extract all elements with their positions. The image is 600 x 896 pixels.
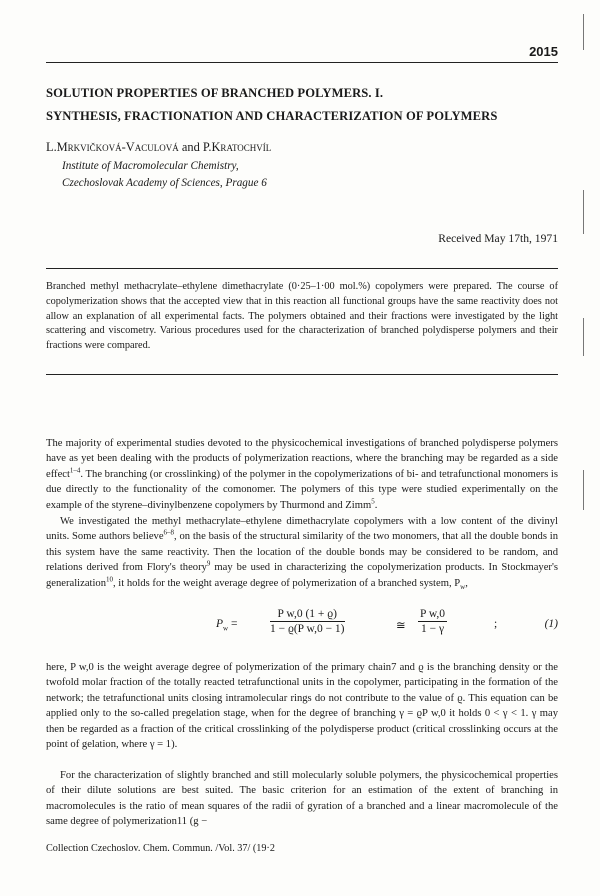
paragraph-1 — [46, 436, 558, 513]
reference-marker: 9 — [206, 559, 211, 568]
eq-symbol-p: P — [216, 618, 224, 630]
para1-text-b: . The branching (or crosslinking) of the polymer in the copolymerizations of bi- and tetrafunctional monomers is due directly to the functionality of the comonomer. The polymers of this type were studied experimentally on the example of the styrene–divinylbenzene copolymers by Thurmond and Zimm — [46, 468, 558, 511]
paragraph-2 — [46, 514, 558, 591]
equals-sign: = — [230, 618, 238, 630]
para2-text-a: We investigated the methyl methacrylate–ethylene dimethacrylate copolymers with a low content of the divinyl units. Some authors believe — [46, 516, 558, 543]
authors — [46, 140, 271, 155]
author-2: P.Kratochvíl — [202, 140, 272, 154]
reference-marker: 6–8 — [163, 528, 175, 537]
subscript: w — [223, 624, 229, 633]
abstract-top-rule — [46, 268, 558, 269]
fraction-1-denominator: 1 − ϱ(P w,0 − 1) — [270, 623, 345, 635]
reference-marker: 5 — [371, 497, 375, 506]
scan-edge-mark — [583, 318, 584, 356]
received-date: Received May 17th, 1971 — [438, 232, 558, 245]
subscript: w — [460, 582, 466, 591]
abstract: Branched methyl methacrylate–ethylene dimethacrylate (0·25–1·00 mol.%) copolymers were prepared. The course of copolymerization shows that the accepted view that in this reaction all functional groups have the same reactivity does not allow an explanation of all experimental facts. The polymers obtained and their fractions were investigated by the light scattering and viscometry. Various procedures used for the characterization of branched polydisperse polymers and their fractions were compared. — [46, 281, 558, 352]
para2-text-c: may be used in characterizing the copolymerization products. In Stockmayer's generalization — [46, 562, 558, 589]
paragraph-4: For the characterization of slightly branched and still molecularly soluble polymers, the physicochemical properties of their dilute solutions are best suited. The basic criterion for an estimation of the extent of branching in macromolecules is the ratio of mean squares of the radii of gyration of a branched and a linear macromolecule of the same degree of polymerization11 (g − — [46, 770, 558, 828]
page-number: 2015 — [529, 44, 558, 59]
fraction-2-denominator: 1 − γ — [420, 623, 445, 635]
fraction-2-numerator: P w,0 — [420, 608, 446, 620]
approx-sign: ≅ — [396, 620, 406, 632]
para1-text-a: The majority of experimental studies devoted to the physicochemical investigations of branched polydisperse polymers have as yet been dealing with the products of polymerization reactions, where the branching may be regarded as a side effect — [46, 438, 558, 480]
fraction-1-numerator: P w,0 (1 + ϱ) — [270, 608, 345, 622]
header-rule — [46, 62, 558, 63]
semicolon: ; — [494, 618, 498, 630]
journal-footer: Collection Czechoslov. Chem. Commun. /Vol. 37/ (19·2 — [46, 843, 275, 854]
scan-edge-mark — [583, 470, 584, 510]
title-line-1: SOLUTION PROPERTIES OF BRANCHED POLYMERS. I. — [46, 86, 384, 100]
authors-and: and — [181, 140, 200, 154]
paragraph-3: here, P w,0 is the weight average degree of polymerization of the primary chain7 and ϱ is the branching density or the twofold molar fraction of the totally reacted tetrafunctional units in the copolymer, participating in the formation of the network; the tetrafunctional units closing intramolecular rings do not contribute to the value of ϱ. This equation can be applied only to the so-called pregelation stage, when for the degree of branching γ = ϱP w,0 it holds 0 < γ < 1. γ may then be regarded as a fraction of the critical crosslinking of the polydisperse product (critical crosslinking occurs at the point of gelation, where γ = 1). — [46, 662, 558, 751]
affiliation-line-2: Czechoslovak Academy of Sciences, Prague 6 — [62, 177, 267, 189]
fraction-2 — [418, 608, 447, 635]
affiliation-line-1: Institute of Macromolecular Chemistry, — [62, 160, 239, 172]
abstract-bottom-rule — [46, 374, 558, 375]
scan-edge-mark — [583, 14, 584, 50]
title-line-2: SYNTHESIS, FRACTIONATION AND CHARACTERIZATION OF POLYMERS — [46, 109, 498, 123]
reference-marker: 10 — [106, 575, 113, 584]
fraction-1 — [270, 608, 345, 635]
para1-text-c: . — [374, 499, 378, 511]
equation-1 — [46, 606, 558, 650]
scan-edge-mark — [583, 190, 584, 234]
reference-marker: 1–4 — [69, 466, 81, 475]
para2-text-b: , on the basis of the structural similarity of the two monomers, that all the double bonds in this system have the same reactivity. Then the location of the double bonds may be considered to be random, and relations derived from Flory's theory — [46, 531, 558, 574]
para2-text-d: , it holds for the weight average degree of polymerization of a branched system, P — [113, 577, 461, 589]
equation-lhs — [216, 618, 238, 633]
author-1: L.Mrkvičková-Vaculová — [46, 140, 179, 154]
equation-number: (1) — [544, 618, 558, 630]
para2-text-e: , — [465, 577, 468, 589]
